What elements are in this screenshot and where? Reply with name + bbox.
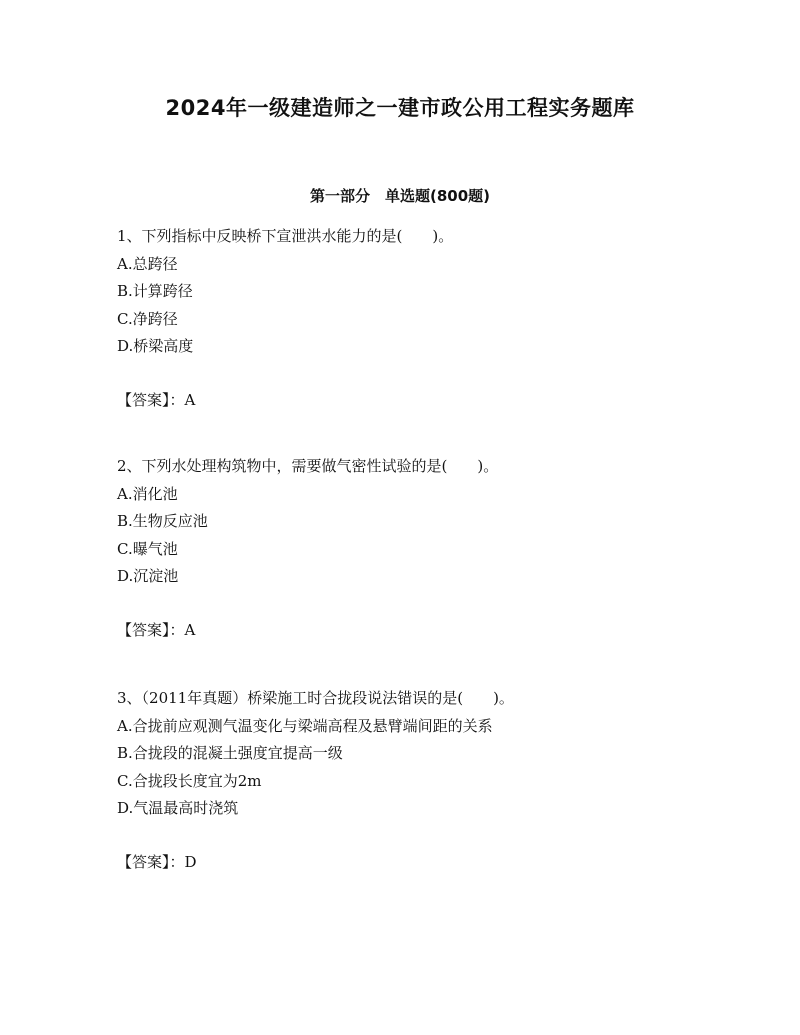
answer-value: A [184,391,196,409]
option-c: C.合拢段长度宜为2m [117,771,262,790]
option-b: B.生物反应池 [117,512,208,530]
option-b: B.计算跨径 [117,282,193,300]
option-d: D.气温最高时浇筑 [117,799,239,817]
question-3 [117,685,757,871]
answer-line [117,387,195,414]
section-title: 第一部分 单选题(800题) [309,187,491,205]
answer-label: 【答案】： [117,621,185,639]
document-title: 2024年一级建造师之一建市政公用工程实务题库 [165,96,635,120]
option-d: D.沉淀池 [117,567,179,585]
question-stem: 1、下列指标中反映桥下宣泄洪水能力的是( )。 [117,227,454,245]
question-stem: 3、（2011年真题）桥梁施工时合拢段说法错误的是( )。 [117,689,514,707]
question-1 [117,223,757,409]
answer-value: A [184,621,196,639]
option-c: C.曝气池 [117,539,178,558]
option-a: A.消化池 [117,484,178,503]
question-2 [117,453,757,639]
option-a: A.总跨径 [117,254,178,273]
answer-label: 【答案】： [117,853,185,871]
option-a: A.合拢前应观测气温变化与梁端高程及悬臂端间距的关系 [117,716,493,735]
answer-value: D [184,853,197,871]
question-stem: 2、下列水处理构筑物中，需要做气密性试验的是( )。 [117,457,499,475]
option-d: D.桥梁高度 [117,337,194,355]
option-b: B.合拢段的混凝土强度宜提高一级 [117,744,343,762]
answer-line [117,617,195,644]
answer-label: 【答案】： [117,391,185,409]
option-c: C.净跨径 [117,309,178,328]
answer-line [117,849,197,876]
